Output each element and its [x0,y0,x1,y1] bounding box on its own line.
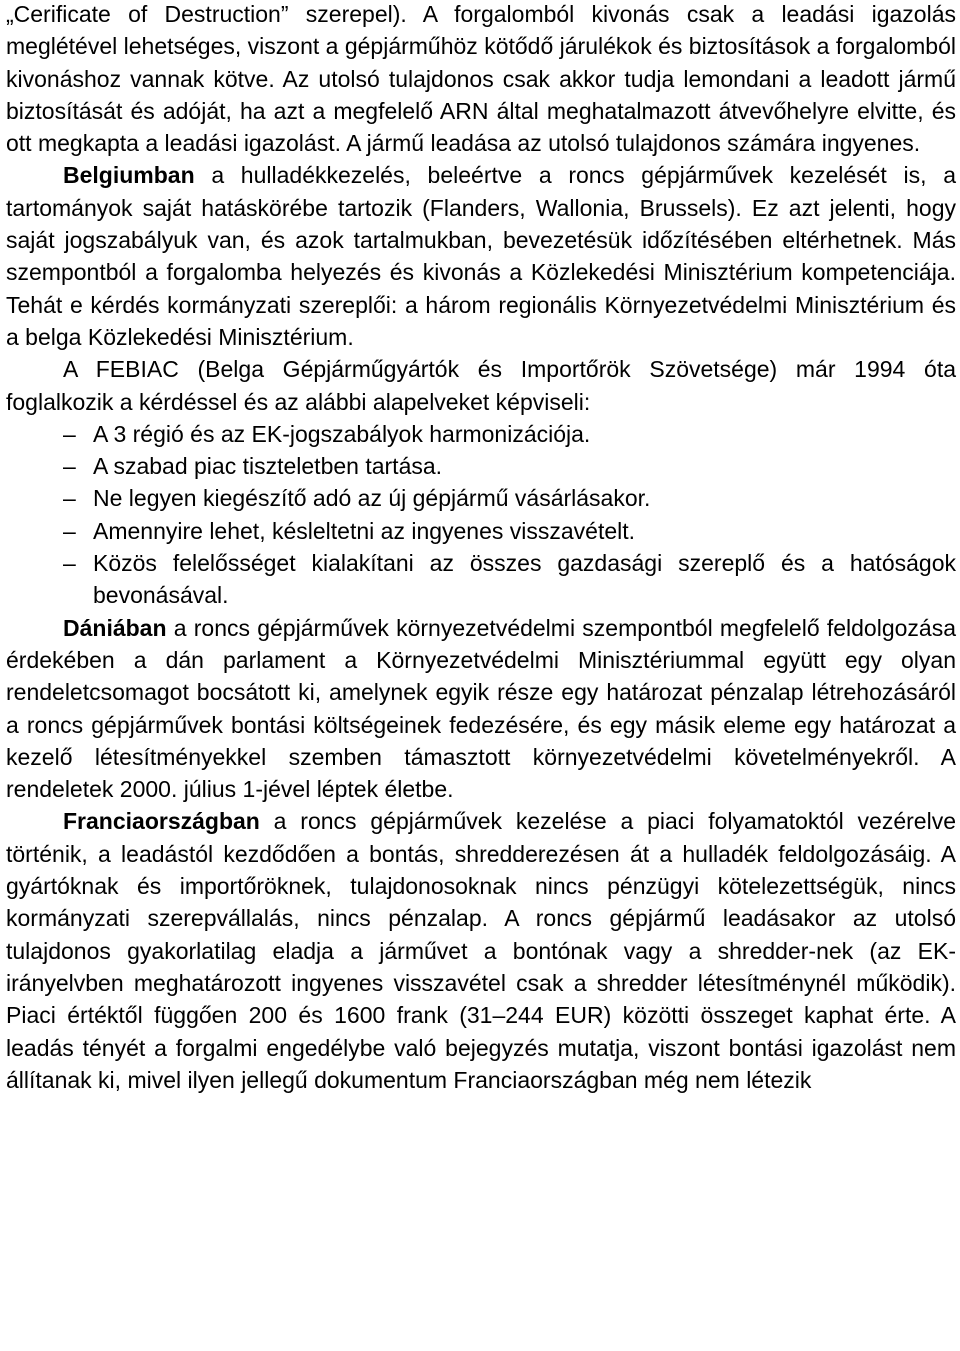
list-item-text: Közös felelősséget kialakítani az összes gazdasági szereplő és a hatóságok bevonásával. [93,550,956,609]
paragraph-belgium [6,159,956,353]
dash-marker: – [63,453,76,480]
paragraph-denmark-text: a roncs gépjárművek környezetvédelmi szempontból megfelelő feldolgozása érdekében a dán parlament a Környezetvédelmi Minisztériummal együtt egy olyan rendeletcsomagot bocsátott ki, amelynek egyik része egy határozat pénzalap létrehozásáról a roncs gépjárművek bontási költségeinek fedezésére, és egy másik eleme egy határozat a kezelő létesítményekkel szemben támasztott környezetvédelmi követelményekről. A rendeletek 2000. július 1-jével léptek életbe. [6,614,956,803]
country-heading-belgium: Belgiumban [63,162,195,189]
list-item [6,450,956,482]
dash-marker: – [63,485,76,512]
paragraph-certificate: „Cerificate of Destruction” szerepel). A forgalomból kivonás csak a leadási igazolás meglétével lehetséges, viszont a gépjárműhöz kötődő járulékok és biztosítások a forgalomból kivonáshoz vannak kötve. Az utolsó tulajdonos csak akkor tudja lemondani a leadott jármű biztosítását és adóját, ha azt a megfelelő ARN által meghatalmazott átvevőhelyre elvitte, és ott megkapta a leadási igazolást. A jármű leadása az utolsó tulajdonos számára ingyenes. [6,1,956,157]
paragraph-denmark [6,612,956,806]
list-item [6,418,956,450]
list-item-text: A szabad piac tiszteletben tartása. [93,453,443,480]
list-item [6,482,956,514]
paragraph-belgium-text: a hulladékkezelés, beleértve a roncs gépjárművek kezelését is, a tartományok saját hatáskörébe tartozik (Flanders, Wallonia, Brussels). Ez azt jelenti, hogy saját jogszabályuk van, és azok tartalmukban, bevezetésük időzítésében eltérhetnek. Más szempontból a forgalomba helyezés és kivonás a Közlekedési Minisztérium kompetenciája. Tehát e kérdés kormányzati szereplői: a három regionális Környezetvédelmi Minisztérium és a belga Közlekedési Minisztérium. [6,162,956,350]
list-item [6,515,956,547]
list-item-text: Ne legyen kiegészítő adó az új gépjármű vásárlásakor. [93,485,651,512]
list-item-text: A 3 régió és az EK-jogszabályok harmonizációja. [93,420,591,447]
dash-marker: – [63,550,76,577]
paragraph-france-text: a roncs gépjárművek kezelése a piaci folyamatoktól vezérelve történik, a leadástól kezdődően a bontás, shredderezésen át a hulladék feldolgozásáig. A gyártóknak és importőröknek, tulajdonosoknak nincs pénzügyi kötelezettségük, nincs kormányzati szerepvállalás, nincs pénzalap. A roncs gépjármű leadásakor az utolsó tulajdonos gyakorlatilag eladja a járművet a bontónak vagy a shredder-nek (az EK-irányelvben meghatározott ingyenes visszavétel csak a shredder létesítménynél működik). Piaci értéktől függően 200 és 1600 frank (31–244 EUR) közötti összeget kaphat érte. A leadás tényét a forgalmi engedélybe való bejegyzés mutatja, viszont bontási igazolást nem állítanak ki, mivel ilyen jellegű dokumentum Franciaországban még nem létezik [6,808,956,1093]
country-heading-denmark: Dániában [63,614,167,641]
dash-marker: – [63,517,76,544]
document-page [6,0,956,1096]
country-heading-france: Franciaországban [63,808,260,835]
febiac-principles-list [6,418,956,612]
paragraph-febiac: A FEBIAC (Belga Gépjárműgyártók és Importőrök Szövetsége) már 1994 óta foglalkozik a kérdéssel és az alábbi alapelveket képviseli: [6,356,956,415]
list-item [6,547,956,612]
paragraph-france [6,805,956,1096]
dash-marker: – [63,420,76,447]
list-item-text: Amennyire lehet, késleltetni az ingyenes visszavételt. [93,517,636,544]
